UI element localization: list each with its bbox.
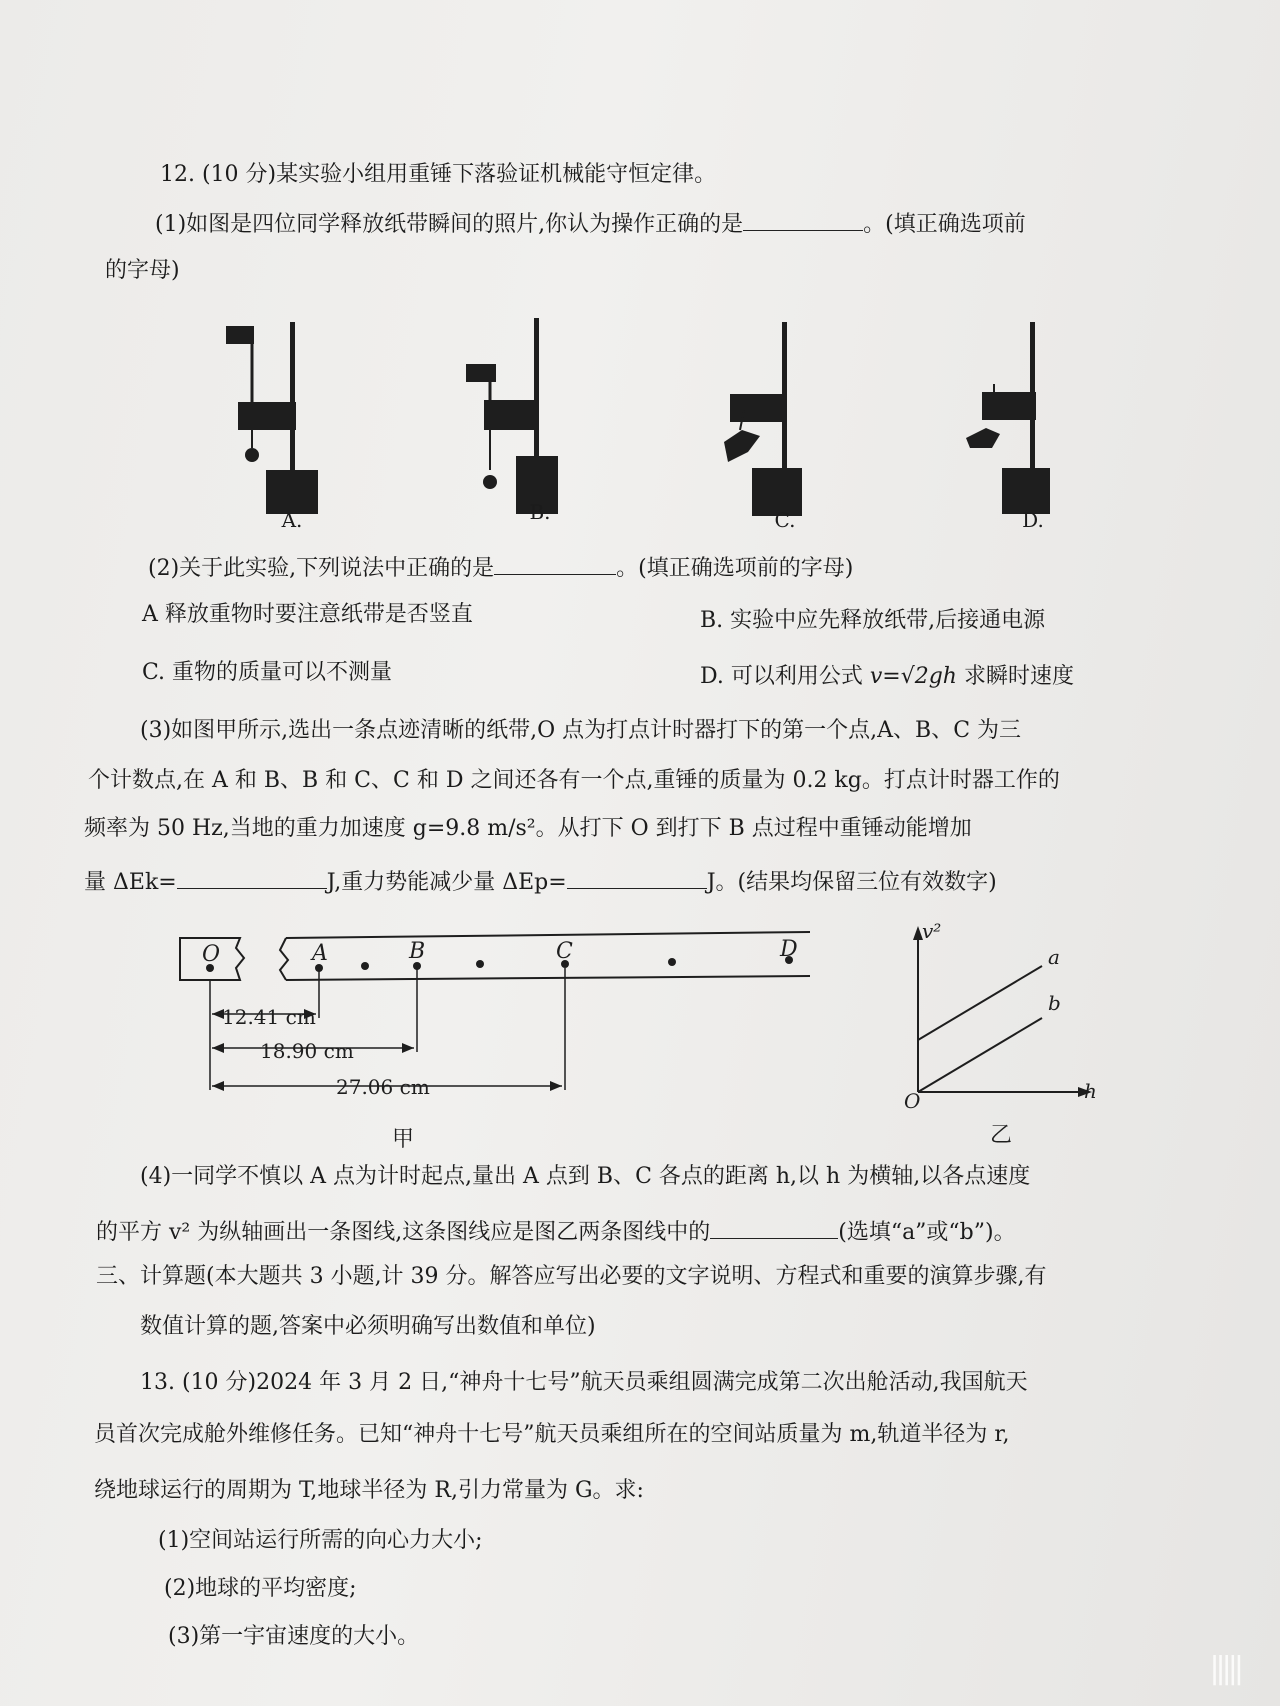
- q12-part3-text-a: 量 ΔEk=: [84, 870, 177, 895]
- photo-label-a: A.: [281, 508, 303, 532]
- q12-title: 12. (10 分)某实验小组用重锤下落验证机械能守恒定律。: [160, 162, 717, 187]
- q12-part4-text-a: 的平方 v² 为纵轴画出一条图线,这条图线应是图乙两条图线中的: [96, 1220, 711, 1245]
- q13-line2: 员首次完成舱外维修任务。已知“神舟十七号”航天员乘组所在的空间站质量为 m,轨道半径为 r,: [94, 1422, 1010, 1447]
- q12-part4-line1: (4)一同学不慎以 A 点为计时起点,量出 A 点到 B、C 各点的距离 h,以 h 为横轴,以各点速度: [140, 1164, 1031, 1189]
- answer-blank-5[interactable]: [710, 1216, 838, 1239]
- graph-x-label: h: [1084, 1079, 1097, 1103]
- section3-header-line2: 数值计算的题,答案中必须明确写出数值和单位): [140, 1314, 596, 1339]
- tape-point-b: B: [409, 939, 426, 964]
- diagram-caption-yi: 乙: [990, 1123, 1013, 1148]
- q12-part4-text-b: (选填“a”或“b”)。: [838, 1220, 1016, 1245]
- q12-part3-line1: (3)如图甲所示,选出一条点迹清晰的纸带,O 点为打点计时器打下的第一个点,A、B、C 为三: [140, 718, 1022, 743]
- q12-part2-text-b: 。(填正确选项前的字母): [616, 556, 854, 581]
- option-b: B. 实验中应先释放纸带,后接通电源: [700, 608, 1046, 633]
- distance-oc-label: 27.06 cm: [336, 1075, 430, 1099]
- q12-part1-line2: 的字母): [105, 258, 180, 283]
- tape-point-o: O: [202, 942, 221, 967]
- q13-sub2: (2)地球的平均密度;: [164, 1576, 357, 1601]
- option-d-formula: v=√2gh: [869, 664, 957, 689]
- photo-label-c: C.: [774, 508, 796, 532]
- option-d-text-b: 求瞬时速度: [956, 664, 1074, 689]
- tape-point-a: A: [312, 941, 328, 966]
- q12-part3-text-b: J,重力势能减少量 ΔEp=: [326, 870, 567, 895]
- graph-y-label: v²: [922, 919, 942, 943]
- q12-part1-text-b: 。(填正确选项前: [863, 212, 1026, 237]
- distance-oa-label: 12.41 cm: [222, 1005, 316, 1029]
- diagram-caption-jia: 甲: [392, 1127, 415, 1152]
- option-c: C. 重物的质量可以不测量: [142, 660, 393, 685]
- photo-label-b: B.: [529, 500, 551, 524]
- section3-header-line1: 三、计算题(本大题共 3 小题,计 39 分。解答应写出必要的文字说明、方程式和重要的演算步骤,有: [96, 1264, 1047, 1289]
- q12-part3-text-c: J。(结果均保留三位有效数字): [706, 870, 997, 895]
- option-d-text-a: D. 可以利用公式: [700, 664, 870, 689]
- q13-line3: 绕地球运行的周期为 T,地球半径为 R,引力常量为 G。求:: [94, 1478, 644, 1503]
- watermark-bars: |||||: [1209, 1651, 1240, 1686]
- q13-line1: 13. (10 分)2024 年 3 月 2 日,“神舟十七号”航天员乘组圆满完成第二次出舱活动,我国航天: [140, 1370, 1028, 1395]
- q12-part4-line2: [96, 1216, 1016, 1248]
- q13-sub3: (3)第一宇宙速度的大小。: [168, 1624, 420, 1649]
- photo-label-d: D.: [1022, 508, 1044, 532]
- q12-part3-line3: 频率为 50 Hz,当地的重力加速度 g=9.8 m/s²。从打下 O 到打下 B 点过程中重锤动能增加: [84, 816, 972, 841]
- tape-point-c: C: [556, 939, 573, 964]
- graph-line-b-label: b: [1048, 991, 1061, 1015]
- tape-point-d: D: [780, 937, 798, 962]
- option-a: A 释放重物时要注意纸带是否竖直: [142, 602, 473, 627]
- graph-origin-label: O: [904, 1089, 921, 1113]
- distance-ob-label: 18.90 cm: [260, 1039, 354, 1063]
- q13-sub1: (1)空间站运行所需的向心力大小;: [158, 1528, 483, 1553]
- q12-part3-line2: 个计数点,在 A 和 B、B 和 C、C 和 D 之间还各有一个点,重锤的质量为 0.2 kg。打点计时器工作的: [88, 768, 1060, 793]
- q12-part2-text-a: (2)关于此实验,下列说法中正确的是: [148, 556, 495, 581]
- graph-line-a-label: a: [1048, 945, 1060, 969]
- q12-part1-text-a: (1)如图是四位同学释放纸带瞬间的照片,你认为操作正确的是: [155, 212, 744, 237]
